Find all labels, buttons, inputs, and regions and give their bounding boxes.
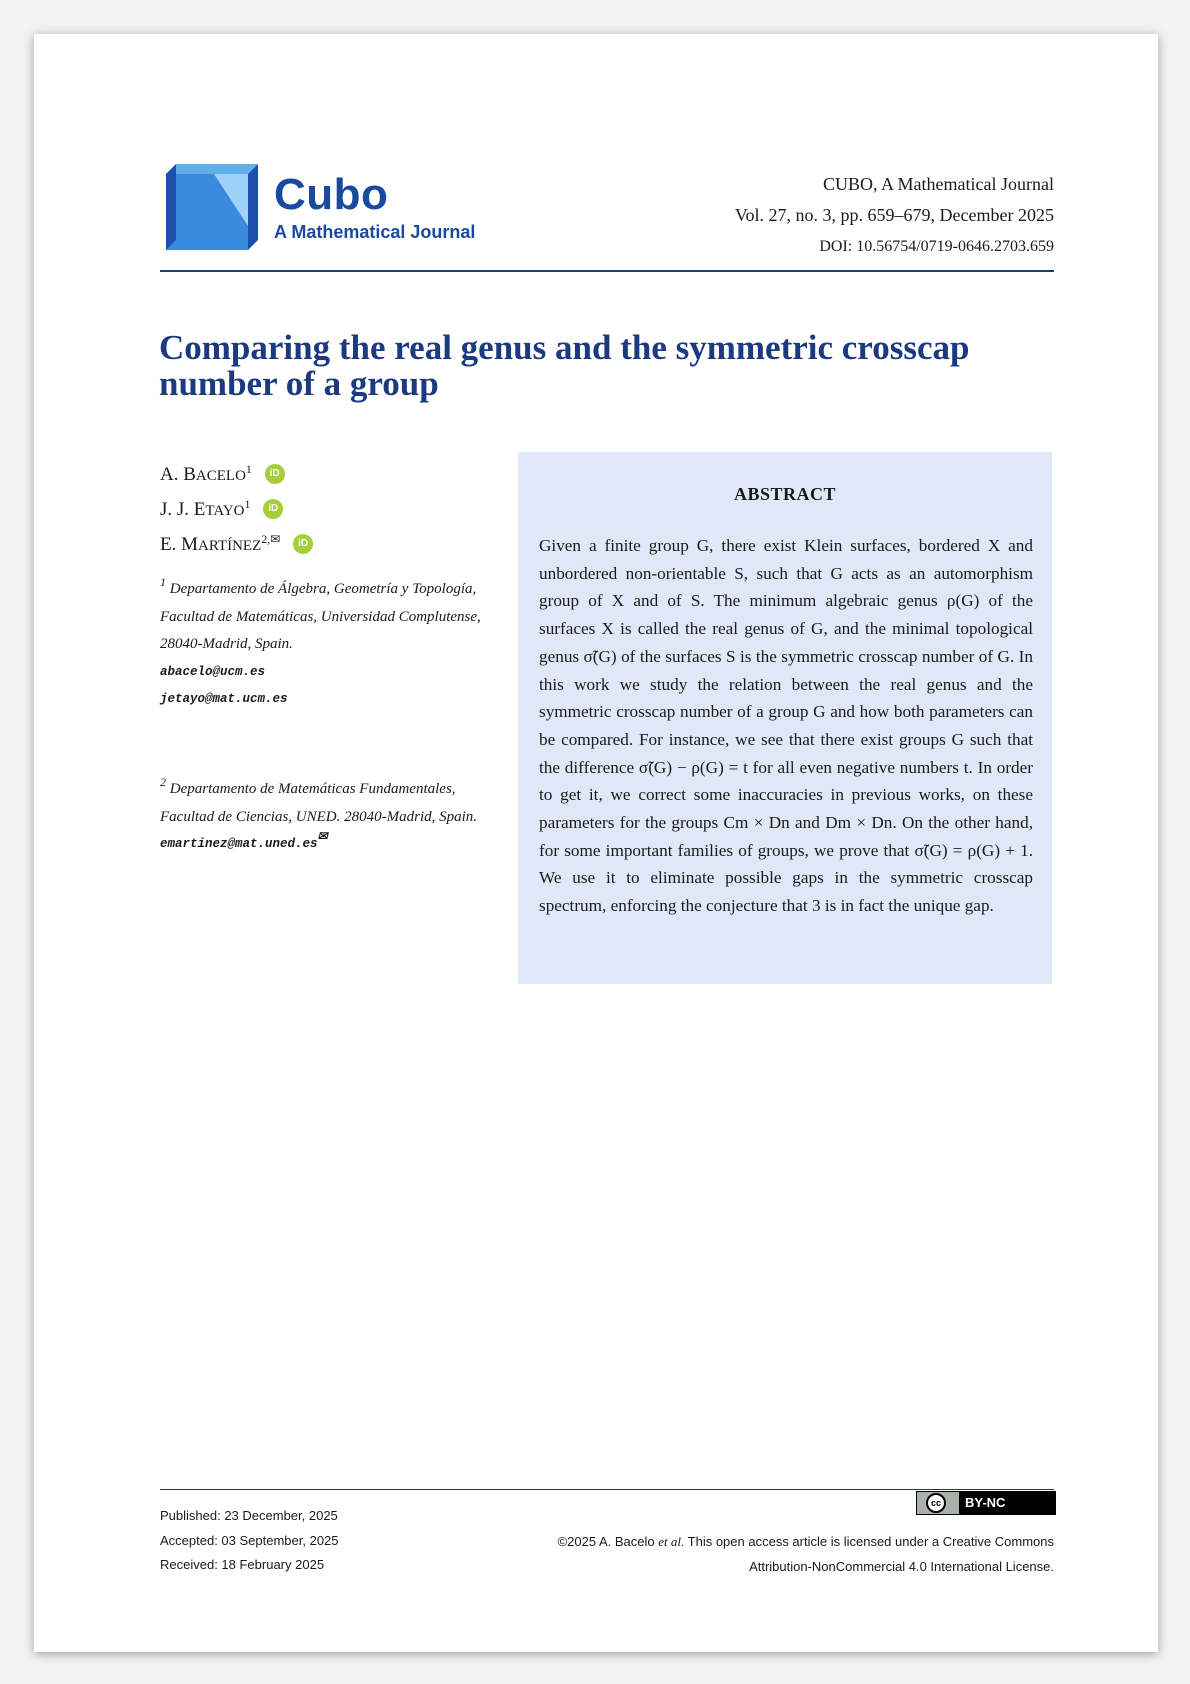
footer-divider <box>160 1489 1054 1490</box>
cc-badge-text: BY-NC <box>965 1495 1006 1510</box>
copyright-holder: ©2025 A. Bacelo <box>557 1534 655 1549</box>
paper-page <box>34 34 1158 1652</box>
published-date: Published: 23 December, 2025 <box>160 1508 338 1523</box>
header-divider <box>160 270 1054 272</box>
affiliation-mark: 2 <box>160 775 166 789</box>
orcid-icon[interactable]: iD <box>263 499 283 519</box>
license-text <box>494 1529 1054 1579</box>
logo-name: Cubo <box>274 170 389 219</box>
author-2 <box>160 493 313 528</box>
accepted-date: Accepted: 03 September, 2025 <box>160 1532 339 1548</box>
et-al: et al. <box>658 1534 685 1549</box>
publication-dates <box>160 1504 339 1578</box>
journal-logo <box>162 164 502 264</box>
author-surname: ARTÍNEZ <box>198 538 262 554</box>
cube-icon <box>162 164 262 256</box>
author-list <box>160 458 313 563</box>
email-link[interactable]: jetayo@mat.ucm.es <box>160 692 288 706</box>
abstract-text: Given a finite group G, there exist Klein surfaces, bordered X and unbordered non-orientable S, such that G acts as an automorphism group of X and of S. The minimum algebraic genus ρ(G) of the surfaces X is called the real genus of G, and the minimal topological genus σ̃(G) of the surfaces S is the symmetric crosscap number of G. In this work we study the relation between the real genus and the symmetric crosscap number of a group G and how both parameters can be compared. For instance, we see that there exist groups G such that the difference σ̃(G) − ρ(G) = t for all even negative numbers t. In order to get it, we correct some inaccuracies in previous works, on these parameters for the groups Cm × Dn and Dm × Dn. On the other hand, for some important families of groups, we prove that σ̃(G) = ρ(G) + 1. We use it to eliminate possible gaps in the symmetric crosscap spectrum, enforcing the conjecture that 3 is in fact the unique gap. <box>539 536 1033 916</box>
author-affil-mark: 1 <box>245 462 252 476</box>
email-link[interactable] <box>160 831 500 859</box>
paper-title: Comparing the real genus and the symmetric crosscap number of a group <box>159 328 970 403</box>
author-initials: J. J. E <box>160 499 206 520</box>
author-1 <box>160 458 313 493</box>
affiliation-text: Departamento de Matemáticas Fundamentales, Facultad de Ciencias, UNED. 28040-Madrid, Spain. <box>160 781 478 825</box>
author-surname: ACELO <box>195 468 246 484</box>
abstract-box <box>518 452 1052 984</box>
received-date: Received: 18 February 2025 <box>160 1557 325 1572</box>
license-line-2[interactable]: Attribution-NonCommercial 4.0 International License. <box>749 1559 1054 1574</box>
author-initials: E. M <box>160 534 198 555</box>
journal-info <box>735 169 1054 262</box>
author-affil-mark: 1 <box>244 497 251 511</box>
author-initials: A. B <box>160 464 196 485</box>
affiliation-text: Departamento de Álgebra, Geometría y Topología, Facultad de Matemáticas, Universidad Complutense, 28040-Madrid, Spain. <box>160 581 481 652</box>
affiliation-1 <box>160 576 500 714</box>
orcid-icon[interactable]: iD <box>293 534 313 554</box>
orcid-icon[interactable]: iD <box>265 464 285 484</box>
doi[interactable]: DOI: 10.56754/0719-0646.2703.659 <box>819 238 1054 255</box>
author-affil-mark: 2,✉ <box>261 532 281 546</box>
affiliation-mark: 1 <box>160 575 166 589</box>
author-surname: TAYO <box>205 503 245 519</box>
license-line-1 <box>494 1529 1054 1554</box>
journal-name: CUBO, A Mathematical Journal <box>823 174 1054 194</box>
logo-subtitle: A Mathematical Journal <box>274 222 476 242</box>
corresponding-mark: ✉ <box>317 830 328 844</box>
volume-info: Vol. 27, no. 3, pp. 659–679, December 2025 <box>734 205 1054 225</box>
license-statement: This open access article is licensed under a Creative Commons <box>687 1534 1054 1549</box>
email-link[interactable]: abacelo@ucm.es <box>160 664 266 679</box>
affiliation-2 <box>160 776 500 859</box>
creative-commons-icon: cc <box>926 1493 946 1513</box>
abstract-heading: ABSTRACT <box>733 484 837 504</box>
author-3 <box>160 528 313 563</box>
cc-license-badge[interactable] <box>916 1491 1056 1515</box>
email-address[interactable]: emartinez@mat.uned.es <box>160 837 318 851</box>
